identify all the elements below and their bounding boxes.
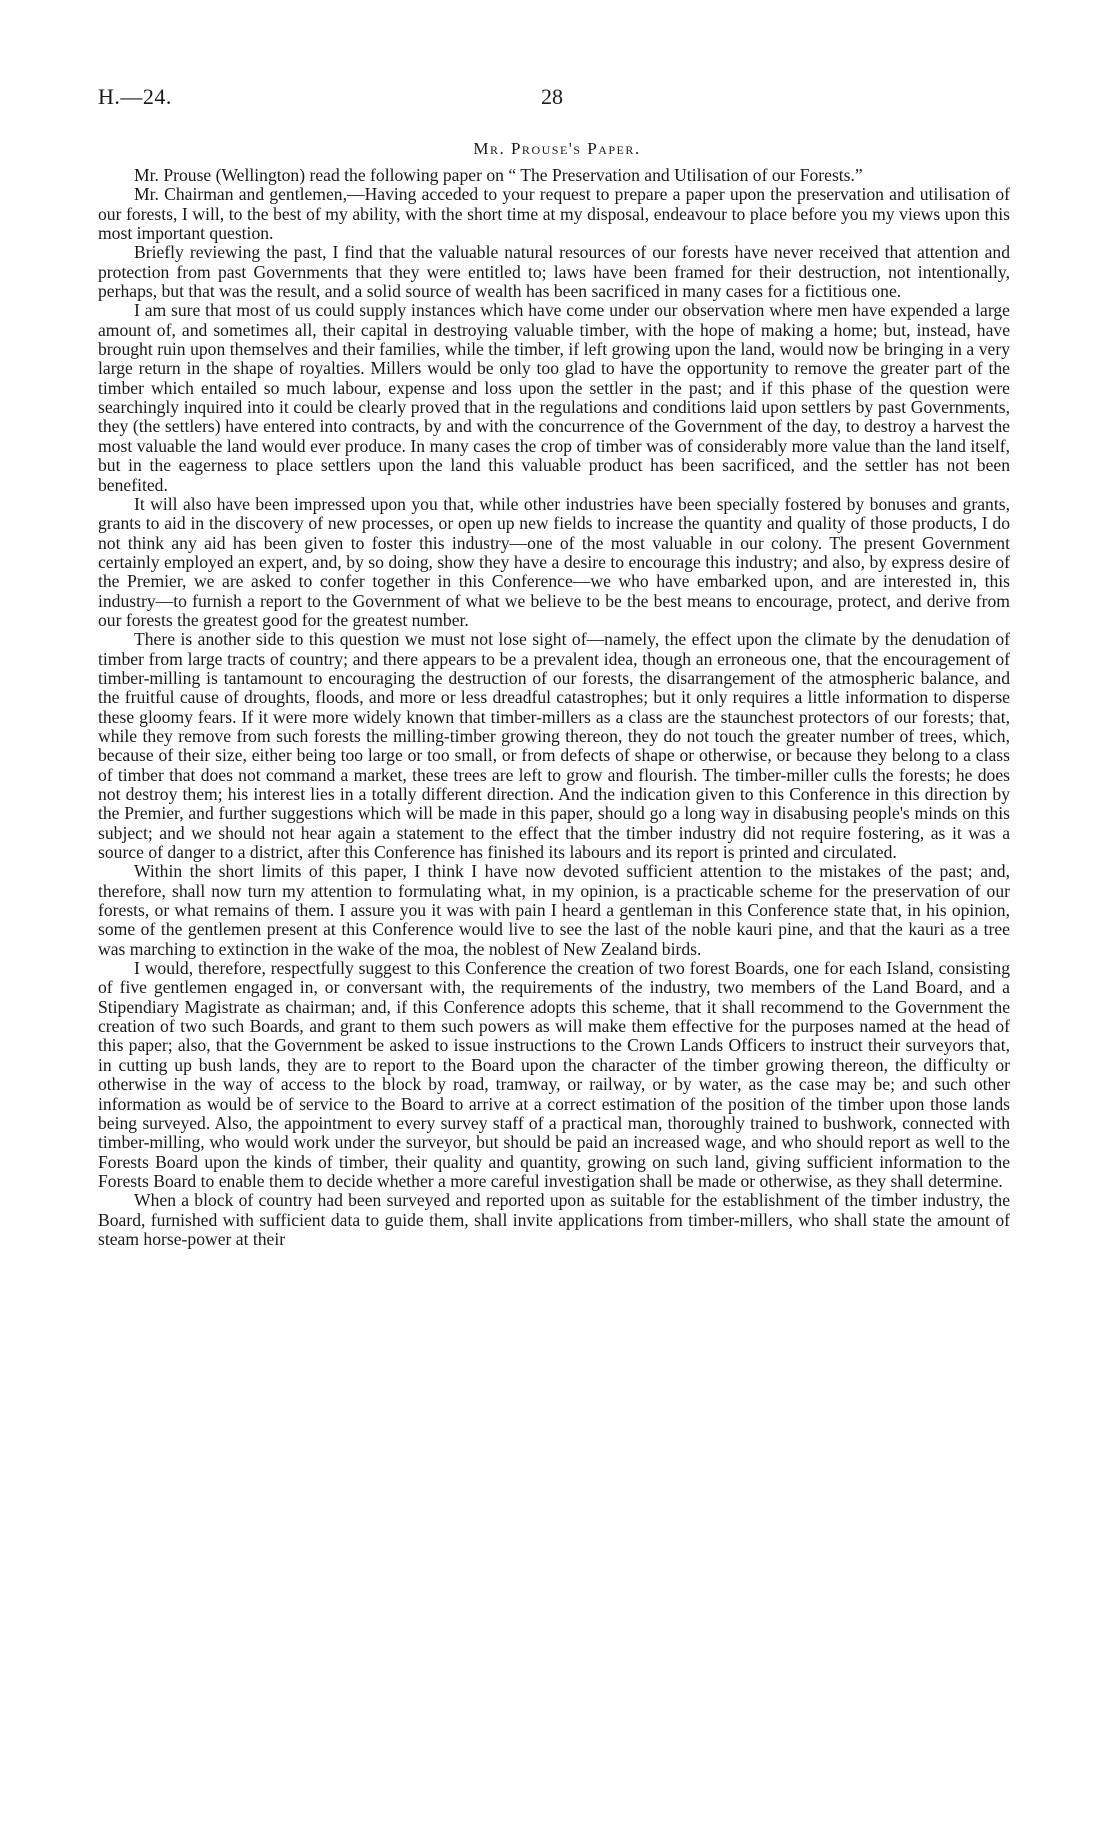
paragraph-scheme: Within the short limits of this paper, I think I have now devoted sufficient attention to the mistakes of the past; and, therefore, shall now turn my attention to formulating what, in my opinion, is a practicable scheme for the preservation of our forests, or what remains of them. I assure you it was with pain I heard a gentleman in this Conference state that, in his opinion, some of the gentlemen present at this Conference would live to see the last of the noble kauri pine, and that the kauri as a tree was marching to extinction in the wake of the moa, the noblest of New Zealand birds. [98, 861, 1010, 959]
document-reference: H.—24. [98, 84, 172, 109]
body-text [98, 166, 1010, 1249]
paragraph-boards: I would, therefore, respectfully suggest to this Conference the creation of two forest Boards, one for each Island, consisting of five gentlemen engaged in, or conversant with, the requirements of the industry, two members of the Land Board, and a Stipendiary Magistrate as chairman; and, if this Conference adopts this scheme, that it shall recommend to the Government the creation of two such Boards, and grant to them such powers as will make them effective for the purposes named at the head of this paper; also, that the Government be asked to issue instructions to the Crown Lands Officers to instruct their surveyors that, in cutting up bush lands, they are to report to the Board upon the character of the timber growing thereon, the difficulty or otherwise in the way of access to the block by road, tramway, or railway, or by water, as the case may be; and such other information as would be of service to the Board to arrive at a correct estimation of the position of the timber upon those lands being surveyed. Also, the appointment to every survey staff of a practical man, thoroughly trained to bushwork, connected with timber-milling, who would work under the surveyor, but should be paid an increased wage, and who should report as well to the Forests Board upon the kinds of timber, their quality and quantity, growing on such land, giving sufficient information to the Forests Board to enable them to decide whether a more careful investigation shall be made or otherwise, as they shall determine. [98, 958, 1010, 1191]
paragraph-settlers: I am sure that most of us could supply instances which have come under our observation where men have expended a large amount of, and sometimes all, their capital in destroying valuable timber, with the hope of making a home; but, instead, have brought ruin upon themselves and their families, while the timber, if left growing upon the land, would now be bringing in a very large return in the shape of royalties. Millers would be only too glad to have the opportunity to remove the greater part of the timber which entailed so much labour, expense and loss upon the settler in the past; and if this phase of the question were searchingly inquired into it could be clearly proved that in the regulations and conditions laid upon settlers by past Governments, they (the settlers) have entered into contracts, by and with the concurrence of the Government of the day, to destroy a harvest the most valuable the land would ever produce. In many cases the crop of timber was of considerably more value than the land itself, but in the eagerness to place settlers upon the land this valuable product has been sacrificed, and the settler has not been benefited. [98, 300, 1010, 495]
paragraph-applications: When a block of country had been surveyed and reported upon as suitable for the establishment of the timber industry, the Board, furnished with sufficient data to guide them, shall invite applications from timber-millers, who shall state the amount of steam horse-power at their [98, 1190, 1010, 1249]
paragraph-greeting: Mr. Chairman and gentlemen,—Having acceded to your request to prepare a paper upon the preservation and utilisation of our forests, I will, to the best of my ability, with the short time at my disposal, endeavour to place before you my views upon this most important question. [98, 184, 1010, 244]
paragraph-climate: There is another side to this question we must not lose sight of—namely, the effect upon the climate by the denudation of timber from large tracts of country; and there appears to be a prevalent idea, though an erroneous one, that the encouragement of timber-milling is tantamount to encouraging the destruction of our forests, the disarrangement of the atmospheric balance, and the fruitful cause of droughts, floods, and more or less dreadful catastrophes; but it only requires a little information to disperse these gloomy fears. If it were more widely known that timber-millers as a class are the staunchest protectors of our forests; that, while they remove from such forests the milling-timber growing thereon, they do not touch the greater number of trees, which, because of their size, either being too large or too small, or from defects of shape or otherwise, or because they belong to a class of timber that does not command a market, these trees are left to grow and flourish. The timber-miller culls the forests; he does not destroy them; his interest lies in a totally different direction. And the indication given to this Conference in this direction by the Premier, and further suggestions which will be made in this paper, should go a long way in disabusing people's minds on this subject; and we should not hear again a statement to the effect that the timber industry did not require fostering, as it was a source of danger to a district, after this Conference has finished its labours and its report is printed and circulated. [98, 629, 1010, 863]
section-title: Mr. Prouse's Paper. [473, 139, 641, 158]
paragraph-review: Briefly reviewing the past, I find that the valuable natural resources of our forests have never received that attention and protection from past Governments that they were entitled to; laws have been framed for their destruction, not intentionally, perhaps, but that was the result, and a solid source of wealth has been sacrificed in many cases for a fictitious one. [98, 242, 1010, 302]
paragraph-intro: Mr. Prouse (Wellington) read the following paper on “ The Preservation and Utilisation of our Forests.” [134, 165, 863, 185]
paragraph-industries: It will also have been impressed upon you that, while other industries have been specially fostered by bonuses and grants, grants to aid in the discovery of new processes, or open up new fields to increase the quantity and quality of those products, I do not think any aid has been given to foster this industry—one of the most valuable in our colony. The present Government certainly employed an expert, and, by so doing, show they have a desire to encourage this industry; and also, by express desire of the Premier, we are asked to confer together in this Conference—we who have embarked upon, and are interested in, this industry—to furnish a report to the Government of what we believe to be the best means to encourage, protect, and derive from our forests the greatest good for the greatest number. [98, 493, 1010, 630]
page-number: 28 [541, 84, 563, 109]
